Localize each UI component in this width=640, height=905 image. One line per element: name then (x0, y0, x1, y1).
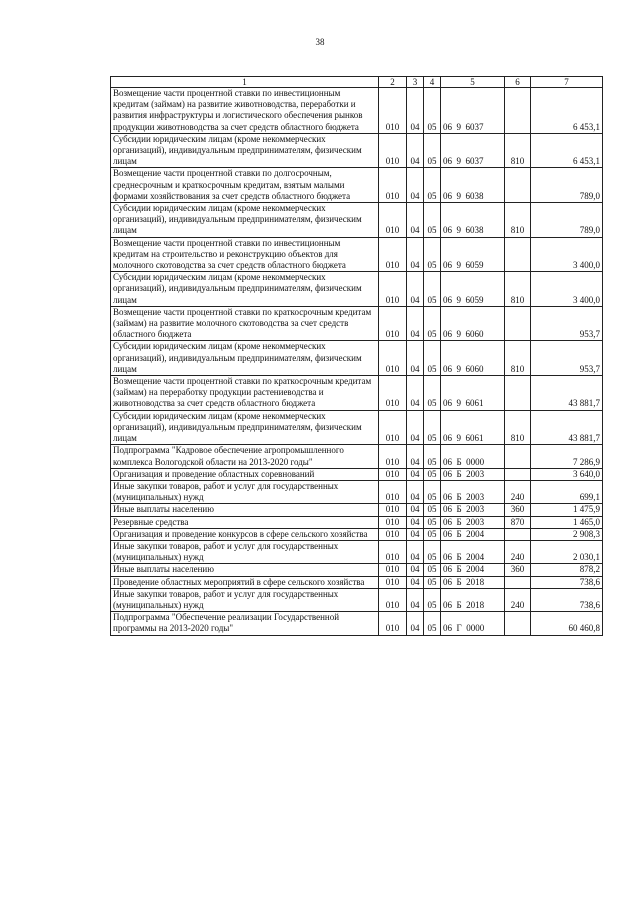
table-row (111, 480, 603, 503)
amount: 789,0 (531, 168, 603, 203)
header-cell: 4 (424, 77, 441, 88)
subsection-code: 05 (424, 88, 441, 134)
target-code: 06 9 6061 (441, 410, 505, 445)
section-code: 04 (407, 237, 424, 272)
target-code: 06 Б 2003 (441, 480, 505, 503)
section-code: 04 (407, 504, 424, 516)
target-code: 06 Б 2003 (441, 516, 505, 528)
amount: 3 640,0 (531, 468, 603, 480)
expense-type-code (505, 88, 531, 134)
amount: 953,7 (531, 306, 603, 341)
amount: 878,2 (531, 564, 603, 576)
budget-table (110, 76, 603, 636)
section-code: 04 (407, 272, 424, 307)
expense-type-code: 810 (505, 133, 531, 168)
row-name: Резервные средства (111, 516, 379, 528)
amount: 43 881,7 (531, 376, 603, 411)
section-code: 04 (407, 88, 424, 134)
target-code: 06 Б 2018 (441, 576, 505, 588)
table-row (111, 272, 603, 307)
section-code: 04 (407, 203, 424, 238)
row-name: Субсидии юридическим лицам (кроме некоммерческих организаций), индивидуальным предпринимателям, физическим лицам (111, 341, 379, 376)
dept-code: 010 (379, 88, 407, 134)
dept-code: 010 (379, 504, 407, 516)
dept-code: 010 (379, 564, 407, 576)
dept-code: 010 (379, 468, 407, 480)
dept-code: 010 (379, 376, 407, 411)
subsection-code: 05 (424, 516, 441, 528)
row-name: Иные выплаты населению (111, 504, 379, 516)
subsection-code: 05 (424, 564, 441, 576)
dept-code: 010 (379, 516, 407, 528)
section-code: 04 (407, 576, 424, 588)
subsection-code: 05 (424, 376, 441, 411)
header-cell: 3 (407, 77, 424, 88)
header-cell: 5 (441, 77, 505, 88)
dept-code: 010 (379, 480, 407, 503)
row-name: Субсидии юридическим лицам (кроме некоммерческих организаций), индивидуальным предпринимателям, физическим лицам (111, 272, 379, 307)
subsection-code: 05 (424, 588, 441, 611)
table-row (111, 237, 603, 272)
target-code: 06 9 6037 (441, 133, 505, 168)
amount: 3 400,0 (531, 272, 603, 307)
table-row (111, 376, 603, 411)
section-code: 04 (407, 445, 424, 468)
subsection-code: 05 (424, 341, 441, 376)
target-code: 06 9 6060 (441, 306, 505, 341)
target-code: 06 Б 2004 (441, 564, 505, 576)
subsection-code: 05 (424, 203, 441, 238)
subsection-code: 05 (424, 480, 441, 503)
target-code: 06 Б 0000 (441, 445, 505, 468)
amount: 738,6 (531, 576, 603, 588)
row-name: Субсидии юридическим лицам (кроме некоммерческих организаций), индивидуальным предпринимателям, физическим лицам (111, 203, 379, 238)
subsection-code: 05 (424, 133, 441, 168)
amount: 3 400,0 (531, 237, 603, 272)
section-code: 04 (407, 540, 424, 563)
amount: 2 030,1 (531, 540, 603, 563)
header-cell: 2 (379, 77, 407, 88)
section-code: 04 (407, 133, 424, 168)
row-name: Субсидии юридическим лицам (кроме некоммерческих организаций), индивидуальным предпринимателям, физическим лицам (111, 133, 379, 168)
amount: 6 453,1 (531, 88, 603, 134)
target-code: 06 9 6037 (441, 88, 505, 134)
target-code: 06 Б 2018 (441, 588, 505, 611)
dept-code: 010 (379, 445, 407, 468)
expense-type-code: 810 (505, 272, 531, 307)
expense-type-code: 240 (505, 588, 531, 611)
section-code: 04 (407, 376, 424, 411)
dept-code: 010 (379, 133, 407, 168)
table-row (111, 528, 603, 540)
subsection-code: 05 (424, 612, 441, 635)
table-row (111, 133, 603, 168)
dept-code: 010 (379, 237, 407, 272)
dept-code: 010 (379, 203, 407, 238)
table-row (111, 341, 603, 376)
expense-type-code: 810 (505, 341, 531, 376)
table-row (111, 516, 603, 528)
subsection-code: 05 (424, 528, 441, 540)
subsection-code: 05 (424, 445, 441, 468)
dept-code: 010 (379, 306, 407, 341)
dept-code: 010 (379, 272, 407, 307)
row-name: Подпрограмма "Кадровое обеспечение агропромышленного комплекса Вологодской области на 2013-2020 годы" (111, 445, 379, 468)
table-row (111, 612, 603, 635)
table-row (111, 410, 603, 445)
header-row (111, 77, 603, 88)
expense-type-code (505, 376, 531, 411)
section-code: 04 (407, 588, 424, 611)
expense-type-code: 360 (505, 564, 531, 576)
subsection-code: 05 (424, 468, 441, 480)
dept-code: 010 (379, 410, 407, 445)
expense-type-code: 360 (505, 504, 531, 516)
subsection-code: 05 (424, 576, 441, 588)
subsection-code: 05 (424, 306, 441, 341)
amount: 60 460,8 (531, 612, 603, 635)
target-code: 06 Б 2004 (441, 540, 505, 563)
amount: 699,1 (531, 480, 603, 503)
row-name: Подпрограмма "Обеспечение реализации Государственной программы на 2013-2020 годы" (111, 612, 379, 635)
amount: 953,7 (531, 341, 603, 376)
row-name: Иные закупки товаров, работ и услуг для государственных (муниципальных) нужд (111, 588, 379, 611)
dept-code: 010 (379, 540, 407, 563)
section-code: 04 (407, 528, 424, 540)
target-code: 06 9 6059 (441, 272, 505, 307)
section-code: 04 (407, 306, 424, 341)
expense-type-code: 240 (505, 540, 531, 563)
table-row (111, 445, 603, 468)
row-name: Субсидии юридическим лицам (кроме некоммерческих организаций), индивидуальным предпринимателям, физическим лицам (111, 410, 379, 445)
section-code: 04 (407, 468, 424, 480)
table-row (111, 540, 603, 563)
subsection-code: 05 (424, 504, 441, 516)
subsection-code: 05 (424, 540, 441, 563)
target-code: 06 Б 2003 (441, 468, 505, 480)
table-row (111, 306, 603, 341)
expense-type-code (505, 168, 531, 203)
section-code: 04 (407, 480, 424, 503)
target-code: 06 9 6059 (441, 237, 505, 272)
row-name: Организация и проведение областных соревнований (111, 468, 379, 480)
table-row (111, 564, 603, 576)
amount: 1 475,9 (531, 504, 603, 516)
expense-type-code (505, 468, 531, 480)
section-code: 04 (407, 341, 424, 376)
amount: 738,6 (531, 588, 603, 611)
amount: 2 908,3 (531, 528, 603, 540)
subsection-code: 05 (424, 272, 441, 307)
section-code: 04 (407, 612, 424, 635)
dept-code: 010 (379, 341, 407, 376)
row-name: Возмещение части процентной ставки по инвестиционным кредитам на строительство и реконструкцию объектов для молочного скотоводства за счет средств областного бюджета (111, 237, 379, 272)
target-code: 06 9 6038 (441, 203, 505, 238)
page-number: 38 (315, 37, 325, 47)
amount: 789,0 (531, 203, 603, 238)
expense-type-code: 240 (505, 480, 531, 503)
target-code: 06 9 6060 (441, 341, 505, 376)
section-code: 04 (407, 516, 424, 528)
expense-type-code: 810 (505, 410, 531, 445)
target-code: 06 Б 2003 (441, 504, 505, 516)
dept-code: 010 (379, 612, 407, 635)
row-name: Возмещение части процентной ставки по краткосрочным кредитам (займам) на переработку продукции растениеводства и животноводства за счет средств областного бюджета (111, 376, 379, 411)
expense-type-code (505, 306, 531, 341)
section-code: 04 (407, 564, 424, 576)
table-row (111, 504, 603, 516)
row-name: Проведение областных мероприятий в сфере сельского хозяйства (111, 576, 379, 588)
expense-type-code (505, 528, 531, 540)
amount: 6 453,1 (531, 133, 603, 168)
subsection-code: 05 (424, 168, 441, 203)
header-cell: 1 (111, 77, 379, 88)
header-cell: 7 (531, 77, 603, 88)
amount: 7 286,9 (531, 445, 603, 468)
section-code: 04 (407, 168, 424, 203)
expense-type-code (505, 237, 531, 272)
expense-type-code (505, 612, 531, 635)
target-code: 06 9 6038 (441, 168, 505, 203)
dept-code: 010 (379, 576, 407, 588)
target-code: 06 Б 2004 (441, 528, 505, 540)
row-name: Иные выплаты населению (111, 564, 379, 576)
table-row (111, 468, 603, 480)
table-row (111, 588, 603, 611)
expense-type-code (505, 445, 531, 468)
table-row (111, 576, 603, 588)
target-code: 06 Г 0000 (441, 612, 505, 635)
section-code: 04 (407, 410, 424, 445)
row-name: Возмещение части процентной ставки по долгосрочным, среднесрочным и краткосрочным кредитам, взятым малыми формами хозяйствования за счет средств областного бюджета (111, 168, 379, 203)
row-name: Организация и проведение конкурсов в сфере сельского хозяйства (111, 528, 379, 540)
expense-type-code: 870 (505, 516, 531, 528)
table-row (111, 88, 603, 134)
row-name: Возмещение части процентной ставки по краткосрочным кредитам (займам) на развитие молочного скотоводства за счет средств областного бюджета (111, 306, 379, 341)
subsection-code: 05 (424, 237, 441, 272)
subsection-code: 05 (424, 410, 441, 445)
expense-type-code: 810 (505, 203, 531, 238)
amount: 1 465,0 (531, 516, 603, 528)
expense-type-code (505, 576, 531, 588)
dept-code: 010 (379, 168, 407, 203)
amount: 43 881,7 (531, 410, 603, 445)
target-code: 06 9 6061 (441, 376, 505, 411)
table-row (111, 203, 603, 238)
row-name: Иные закупки товаров, работ и услуг для государственных (муниципальных) нужд (111, 480, 379, 503)
table-row (111, 168, 603, 203)
dept-code: 010 (379, 588, 407, 611)
row-name: Возмещение части процентной ставки по инвестиционным кредитам (займам) на развитие животноводства, переработки и развития инфраструктуры и логистического обеспечения рынков продукции животноводства за счет средств областного бюджета (111, 88, 379, 134)
row-name: Иные закупки товаров, работ и услуг для государственных (муниципальных) нужд (111, 540, 379, 563)
header-cell: 6 (505, 77, 531, 88)
dept-code: 010 (379, 528, 407, 540)
